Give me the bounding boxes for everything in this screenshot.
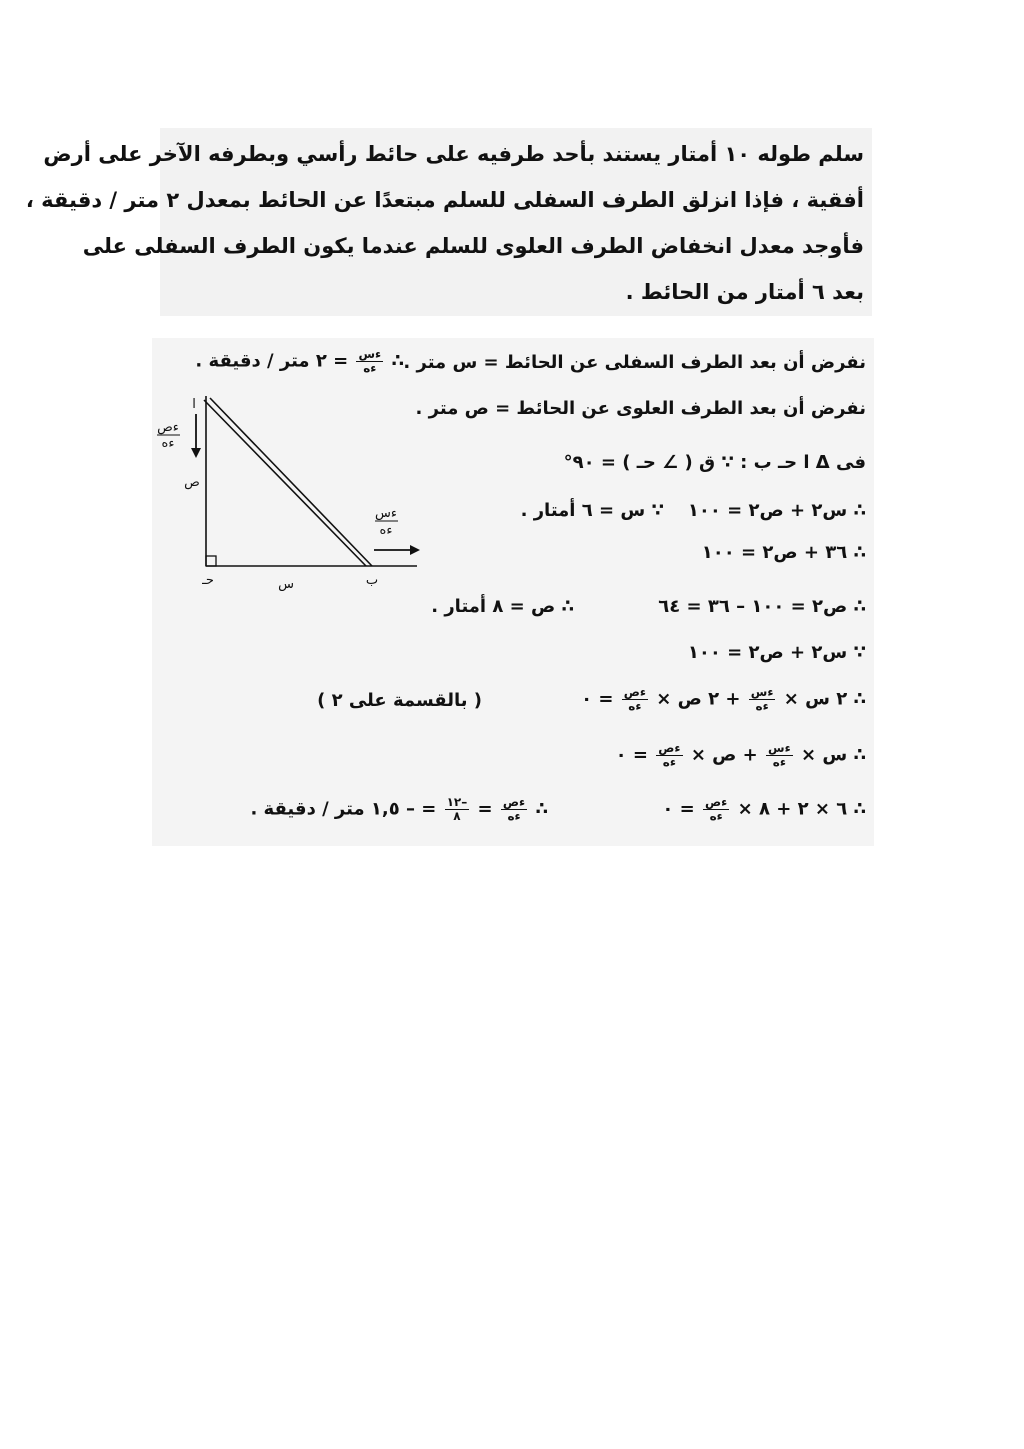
dy-label-num: ءص (157, 420, 179, 435)
label-x: س (278, 577, 294, 592)
problem-line-3: فأوجد معدل انخفاض الطرف العلوى للسلم عندما يكون الطرف السفلى على (82, 234, 864, 258)
ladder-line (210, 398, 372, 566)
rate-x-statement: ∴ $\frac{\text{ءس}}{\text{ءه}}$ = ٢ متر / دقيقة . (195, 347, 404, 375)
minus-twelve-over-eight: $\frac{-١٢}{٨}$ (446, 795, 468, 823)
y-squared-line: ∴ ص٢ = ١٠٠ – ٣٦ = ٦٤ (658, 596, 866, 617)
label-y: ص (184, 475, 200, 490)
substitution-line: ∴ ٣٦ + ص٢ = ١٠٠ (701, 542, 866, 563)
dy-dt-fraction: $\frac{\text{ءص}}{\text{ءه}}$ (705, 795, 728, 823)
dy-arrowhead (191, 448, 201, 458)
problem-line-1: سلم طوله ١٠ أمتار يستند بأحد طرفيه على حائط رأسي وبطرفه الآخر على أرض (43, 142, 864, 166)
division-note: ( بالقسمة على ٢ ) (317, 690, 482, 711)
dx-label-num: ءس (375, 506, 397, 521)
simplified-line: ∴ س × $\frac{\text{ءس}}{\text{ءه}}$ + ص × $\frac{\text{ءص}}{\text{ءه}}$ = ٠ (615, 741, 866, 769)
label-a: ا (192, 397, 196, 412)
dx-arrowhead (410, 545, 420, 555)
right-angle-marker (206, 556, 216, 566)
triangle-statement: فى Δ ا حـ ب : ∵ ق ( ∠ حـ ) = ٩٠° (563, 452, 866, 473)
dy-dt-fraction: $\frac{\text{ءص}}{\text{ءه}}$ (502, 795, 526, 823)
label-c: حـ (202, 573, 214, 588)
dy-label-den: ءه (161, 436, 175, 451)
y-value-line: ∴ ص = ٨ أمتار . (431, 596, 574, 617)
final-substitution: ∴ ٦ × ٢ + ٨ × $\frac{\text{ءص}}{\text{ءه}}$ = ٠ (662, 795, 866, 823)
solution-area (152, 338, 874, 846)
assume-y-text: نفرض أن بعد الطرف العلوى عن الحائط = ص متر . (415, 398, 866, 419)
relation-line: ∵ س٢ + ص٢ = ١٠٠ (687, 642, 866, 663)
problem-line-4: بعد ٦ أمتار من الحائط . (625, 280, 864, 304)
pythagoras-equation: ∴ س٢ + ص٢ = ١٠٠ (687, 500, 866, 521)
given-x-value: ∵ س = ٦ أمتار . (520, 500, 664, 521)
dx-label-den: ءه (379, 523, 393, 538)
assume-x-text: نفرض أن بعد الطرف السفلى عن الحائط = س متر . (403, 352, 866, 373)
dy-dt-fraction: $\frac{\text{ءص}}{\text{ءه}}$ (623, 685, 646, 713)
dx-dt-fraction: $\frac{\text{ءس}}{\text{ءه}}$ (768, 741, 791, 769)
label-b: ب (365, 573, 379, 588)
problem-line-2: أفقية ، فإذا انزلق الطرف السفلى للسلم مبتعدًا عن الحائط بمعدل ٢ متر / دقيقة ، (25, 188, 864, 212)
ladder-line (204, 400, 366, 566)
ladder-diagram (152, 386, 432, 606)
dy-dt-fraction: $\frac{\text{ءص}}{\text{ءه}}$ (658, 741, 681, 769)
final-answer: ∴ $\frac{\text{ءص}}{\text{ءه}}$ = $\frac{-١٢}{٨}$ = – ١,٥ متر / دقيقة . (250, 795, 548, 823)
dx-dt-fraction: $\frac{\text{ءس}}{\text{ءه}}$ (750, 685, 774, 713)
problem-statement (25, 128, 872, 316)
differentiation-line: ∴ ٢ س × $\frac{\text{ءس}}{\text{ءه}}$ + ٢ ص × $\frac{\text{ءص}}{\text{ءه}}$ = ٠ (581, 685, 866, 713)
dx-dt-fraction: $\frac{\text{ءس}}{\text{ءه}}$ (358, 347, 382, 375)
